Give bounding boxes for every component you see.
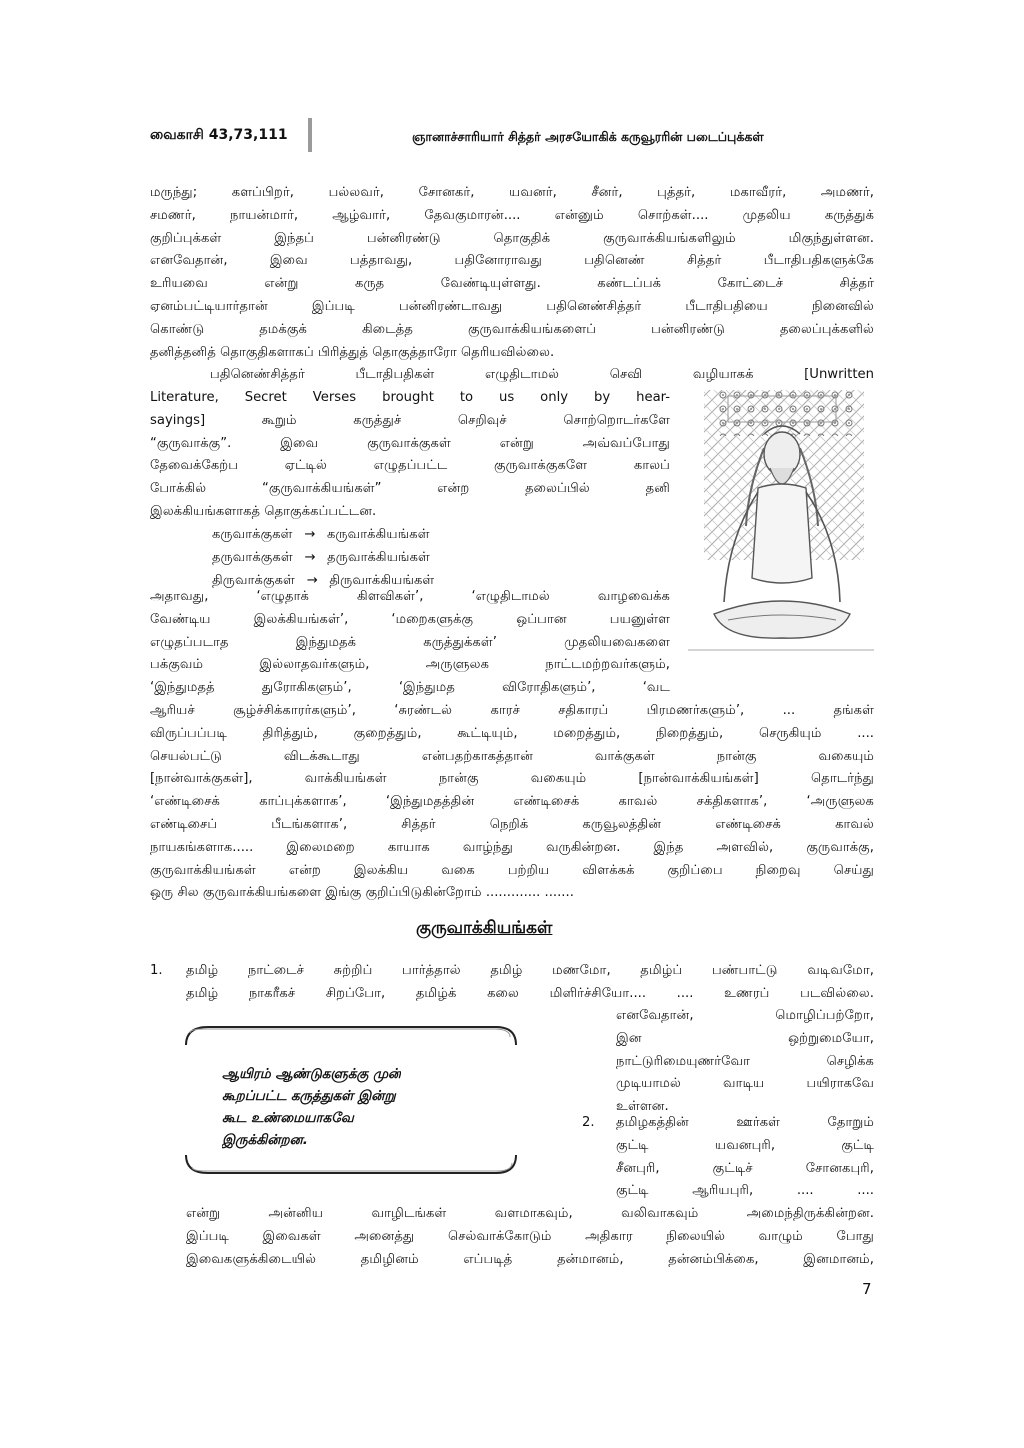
text-line: மருந்து; களப்பிறர், பல்லவர், சோனகர், யவனர், சீனர், புத்தர், மகாவீரர், அமணர், (150, 185, 874, 200)
text-line: குறிப்புக்கள் இந்தப் பன்னிரண்டு தொகுதிக் குருவாக்கியங்களிலும் மிகுந்துள்ளன. (150, 230, 874, 246)
arrow-right-icon: → (304, 549, 316, 565)
header-left: வைகாசி 43,73,111 (150, 127, 288, 143)
text-line: முடியாமல் வாடிய பயிராகவே (616, 1076, 874, 1092)
text-line: ‘இந்துமதத் துரோகிகளும்’, ‘இந்துமத விரோதிகளும்’, ‘வட (150, 680, 670, 696)
quote-line: ஆயிரம் ஆண்டுகளுக்கு முன் (222, 1066, 402, 1082)
text-line: தேவைக்கேற்ப ஏட்டில் எழுதப்பட்ட குருவாக்குகளே காலப் (150, 458, 670, 474)
closing-paragraph (186, 1203, 874, 1271)
arrow-from: திருவாக்குகள் (212, 572, 295, 588)
arrow-row (212, 524, 612, 547)
text-line: விருப்பப்படி திரித்தும், குறைத்தும், கூட்டியும், மறைத்தும், நிறைத்தும், செருகியும் .... (150, 725, 874, 741)
text-line: இப்படி இவைகள் அனைத்து செல்வாக்கோடும் அதிகார நிலையில் வாழும் போது (186, 1228, 874, 1244)
text-line: “குருவாக்கு”. இவை குருவாக்குகள் என்று அவ்வப்போது (150, 435, 670, 451)
intro-paragraph (150, 182, 874, 364)
arrow-row (212, 547, 612, 570)
text-line: தமிழ் நாட்டைச் சுற்றிப் பார்த்தால் தமிழ் மணமோ, தமிழ்ப் பண்பாட்டு வடிவமோ, (186, 963, 874, 978)
page-number: 7 (862, 1280, 872, 1298)
text-line: இவைகளுக்கிடையில் தமிழினம் எப்படித் தன்மானம், தன்னம்பிக்கை, இனமானம், (186, 1251, 874, 1267)
arrow-right-icon: → (306, 572, 318, 588)
text-line: ஆரியச் சூழ்ச்சிக்காரர்களும்’, ‘சுரண்டல் காரச் சதிகாரப் பிரமணர்களும்’, ... தங்கள் (150, 703, 874, 718)
text-line: உரியவை என்று கருத வேண்டியுள்ளது. கண்டப்பக் கோட்டைச் சித்தர் (150, 276, 874, 292)
text-line: ஒரு சில குருவாக்கியங்களை இங்கு குறிப்பிடுகின்றோம் ............. ....... (150, 885, 574, 901)
para3-narrow (150, 586, 670, 700)
text-line: குட்டி யவனபுரி, குட்டி (616, 1137, 874, 1153)
quote-line: கூறப்பட்ட கருத்துகள் இன்று (222, 1088, 396, 1104)
text-line: எனவேதான், இவை பத்தாவது, பதினோராவது பதினெண் சித்தர் பீடாதிபதிகளுக்கே (150, 253, 874, 269)
text-line: குட்டி ஆரியபுரி, .... .... (616, 1183, 874, 1199)
arrow-from: கருவாக்குகள் (212, 527, 293, 542)
text-line: உள்ளன. (616, 1099, 669, 1115)
text-line: அதாவது, ‘எழுதாக் கிளவிகள்’, ‘எழுதிடாமல் வாழவைக்க (150, 589, 670, 604)
arrow-to: கருவாக்கியங்கள் (327, 527, 430, 542)
text-line: எழுதப்படாத இந்துமதக் கருத்துக்கள்’ முதலியவைகளை (150, 634, 670, 650)
text-line: இன ஒற்றுமையோ, (616, 1030, 874, 1046)
text-line: தமிழகத்தின் ஊர்கள் தோறும் (616, 1115, 874, 1130)
text-line: கொண்டு தமக்குக் கிடைத்த குருவாக்கியங்களைப் பன்னிரண்டு தலைப்புக்களில் (150, 321, 874, 337)
section-title: குருவாக்கியங்கள் (416, 918, 553, 938)
item2-number: 2. (582, 1115, 595, 1130)
text-line: செயல்பட்டு விடக்கூடாது என்பதற்காகத்தான் வாக்குகள் நான்கு வகையும் (150, 748, 874, 764)
text-line: ஏனம்பட்டியார்தான் இப்படி பன்னிரண்டாவது பதினெண்சித்தர் பீடாதிபதியை நினைவில் (150, 298, 874, 314)
item1-number: 1. (150, 963, 163, 978)
text-line: வேண்டிய இலக்கியங்கள்’, ‘மறைகளுக்கு ஒப்பான பயனுள்ள (150, 611, 670, 627)
arrow-list (212, 524, 612, 592)
text-line: தமிழ் நாகரீகச் சிறப்போ, தமிழ்க் கலை மிளிர்ச்சியோ.... .... உணரப் படவில்லை. (186, 985, 874, 1001)
text-line: பதினெண்சித்தர் பீடாதிபதிகள் எழுதிடாமல் செவி வழியாகக் [Unwritten (210, 367, 874, 382)
arrow-right-icon: → (304, 527, 316, 542)
text-line: என்று அன்னிய வாழிடங்கள் வளமாகவும், வலிவாகவும் அமைந்திருக்கின்றன. (186, 1206, 874, 1221)
para2-narrow (150, 387, 670, 524)
meditating-sage-illustration (688, 388, 874, 664)
quote-line: இருக்கின்றன. (222, 1132, 308, 1148)
text-line: குருவாக்கியங்கள் என்ற இலக்கிய வகை பற்றிய விளக்கக் குறிப்பை நிறைவு செய்து (150, 862, 874, 878)
text-line: சமணர், நாயன்மார், ஆழ்வார், தேவகுமாரன்.... என்னும் சொற்கள்.... முதலிய கருத்துக் (150, 207, 874, 223)
text-line: sayings] கூறும் கருத்துச் செறிவுச் சொற்றொடர்களே (150, 412, 670, 428)
text-line: தனித்தனித் தொகுதிகளாகப் பிரித்துத் தொகுத்தாரோ தெரியவில்லை. (150, 344, 555, 360)
header-divider (308, 118, 312, 152)
para2-first-line (210, 364, 874, 387)
para3-full (150, 700, 874, 905)
sage-drawing (688, 388, 874, 664)
header-right: ஞானாச்சாரியார் சித்தர் அரசயோகிக் கருவூரரின் படைப்புக்கள் (412, 129, 764, 144)
text-line: சீனபுரி, குட்டிச் சோனகபுரி, (616, 1160, 874, 1176)
arrow-from: தருவாக்குகள் (212, 549, 293, 565)
text-line: இலக்கியங்களாகத் தொகுக்கப்பட்டன. (150, 503, 377, 519)
text-line: [நான்வாக்குகள்], வாக்கியங்கள் நான்கு வகையும் [நான்வாக்கியங்கள்] தொடர்ந்து (150, 771, 874, 787)
text-line: ‘எண்டிசைக் காப்புக்களாக’, ‘இந்துமதத்தின் எண்டிசைக் காவல் சக்திகளாக’, ‘அருளுலக (150, 794, 874, 810)
item1-side-text (616, 1005, 874, 1119)
text-line: Literature, Secret Verses brought to us only by hear- (150, 390, 670, 405)
text-line: நாட்டுரிமையுணர்வோ செழிக்க (616, 1053, 874, 1069)
text-line: போக்கில் “குருவாக்கியங்கள்” என்ற தலைப்பில் தனி (150, 481, 670, 497)
text-line: பக்குவம் இல்லாதவர்களும், அருளுலக நாட்டமற்றவர்களும், (150, 657, 670, 673)
quote-text (222, 1063, 401, 1151)
item2-text (616, 1112, 874, 1203)
item1-text (186, 960, 874, 1006)
arrow-to: திருவாக்கியங்கள் (329, 572, 435, 588)
text-line: எண்டிசைப் பீடங்களாக’, சித்தர் நெறிக் கருவூலத்தின் எண்டிசைக் காவல் (150, 816, 874, 832)
quote-line: கூட உண்மையாகவே (222, 1110, 354, 1126)
text-line: நாயகங்களாக..... இலைமறை காயாக வாழ்ந்து வருகின்றன. இந்த அளவில், குருவாக்கு, (150, 839, 874, 855)
text-line: எனவேதான், மொழிப்பற்றோ, (616, 1008, 874, 1023)
arrow-to: தருவாக்கியங்கள் (327, 549, 430, 565)
